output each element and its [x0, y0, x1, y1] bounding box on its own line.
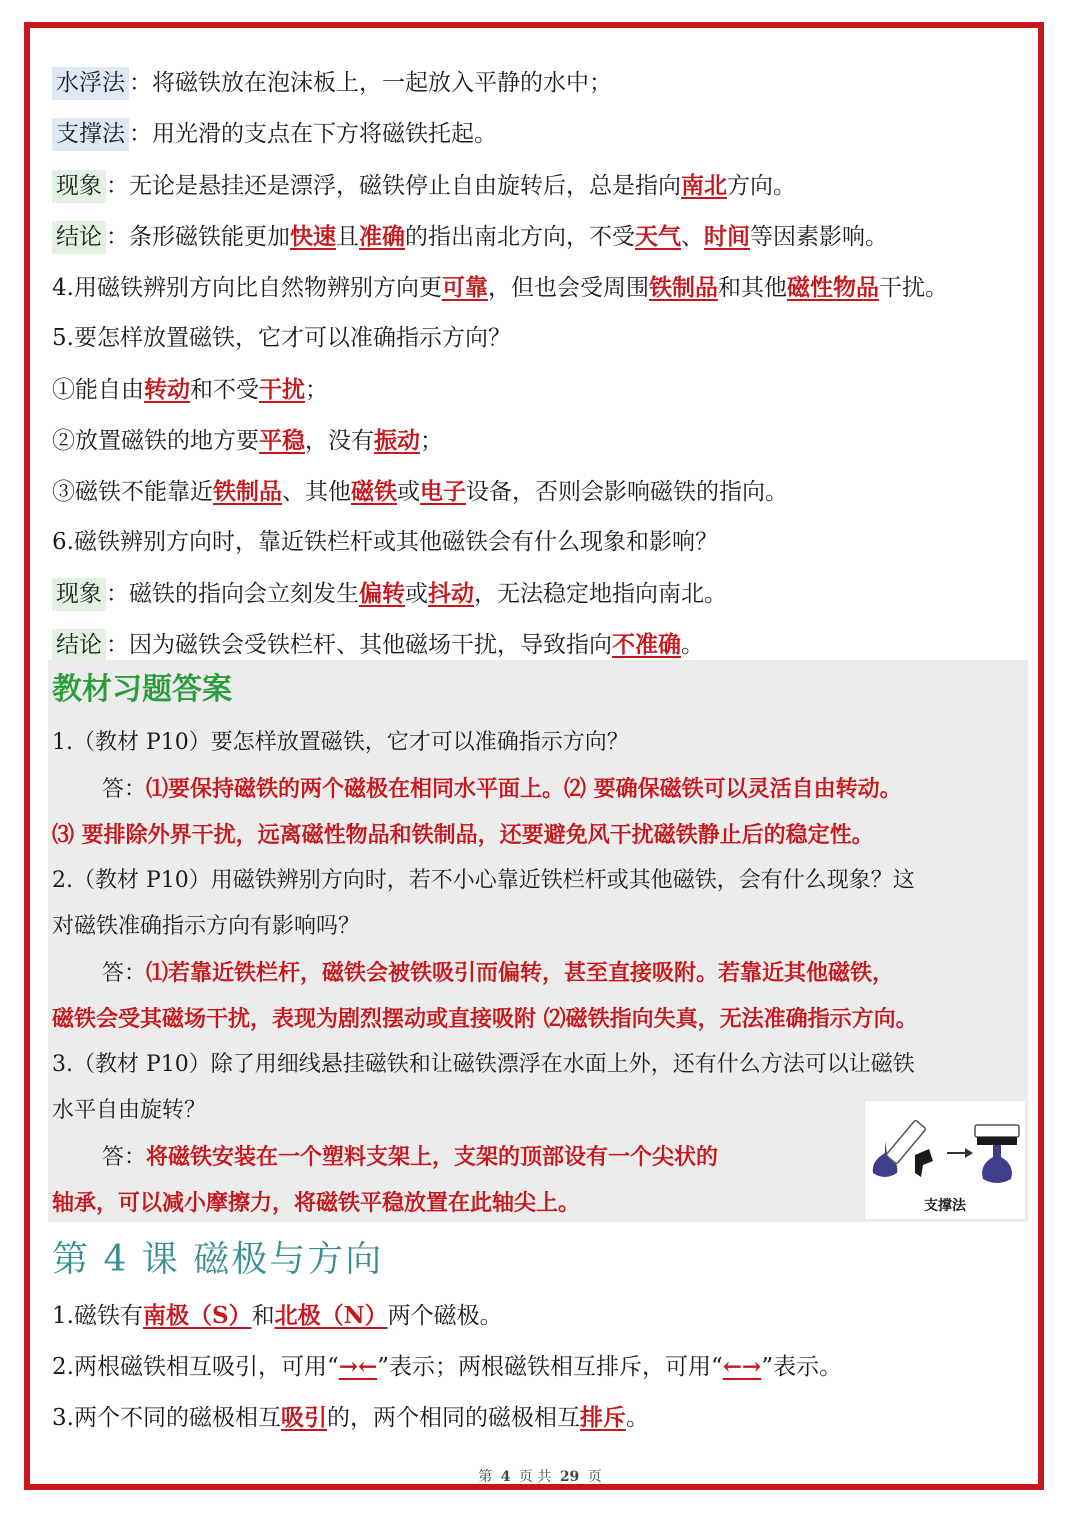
- point-5-item-2: ②放置磁铁的地方要平稳，没有振动；: [52, 427, 443, 454]
- answer-2-cont: 磁铁会受其磁场干扰，表现为剧烈摆动或直接吸附 ⑵磁铁指向失真，无法准确指示方向。: [52, 1006, 918, 1032]
- point-4: 4.用磁铁辨别方向比自然物辨别方向更可靠，但也会受周围铁制品和其他磁性物品干扰。: [52, 274, 948, 301]
- keyword: 抖动: [428, 580, 474, 607]
- point-6: 6.磁铁辨别方向时，靠近铁栏杆或其他磁铁会有什么现象和影响？: [52, 529, 718, 555]
- keyword: 振动: [374, 427, 420, 454]
- keyword: 快速: [290, 223, 336, 250]
- lesson-section: [52, 1290, 1034, 1443]
- method-water-float: 水浮法 ：将磁铁放在泡沫板上，一起放入平静的水中；: [52, 58, 1034, 109]
- keyword: 准确: [359, 223, 405, 250]
- lesson-point-1: 1.磁铁有南极（S）和北极（N）两个磁极。: [52, 1302, 503, 1329]
- keyword: 时间: [704, 223, 750, 250]
- answer-3: 答：将磁铁安装在一个塑料支架上，支架的顶部设有一个尖状的: [102, 1144, 719, 1170]
- keyword: 磁铁: [351, 478, 397, 505]
- notes-section: [52, 58, 1034, 670]
- label-tag: 水浮法: [52, 67, 129, 100]
- page-number: 4: [500, 1469, 511, 1485]
- keyword: 排斥: [579, 1404, 626, 1431]
- question-2-cont: 对磁铁准确指示方向有影响吗？: [52, 914, 361, 939]
- label-tag: 现象: [52, 578, 106, 611]
- keyword: 不准确: [612, 631, 681, 658]
- label-tag: 结论: [52, 221, 106, 254]
- keyword: 南北: [681, 172, 727, 199]
- keyword: 铁制品: [648, 274, 718, 301]
- magnet-on-stand-illustration: [865, 1101, 1025, 1193]
- keyword: 北极（N）: [274, 1302, 388, 1329]
- point-5-item-3: ③磁铁不能靠近铁制品、其他磁铁或电子设备，否则会影响磁铁的指向。: [52, 478, 788, 505]
- keyword: →←: [338, 1353, 378, 1380]
- keyword: 天气: [635, 223, 681, 250]
- keyword: 干扰: [259, 376, 305, 403]
- phenomenon-line-2: 现象 ：磁铁的指向会立刻发生偏转或抖动，无法稳定地指向南北。: [52, 568, 1034, 619]
- keyword: 偏转: [359, 580, 405, 607]
- question-3-cont: 水平自由旋转？: [52, 1098, 207, 1123]
- phenomenon-line: 现象 ：无论是悬挂还是漂浮，磁铁停止自由旋转后，总是指向南北方向。: [52, 160, 1034, 211]
- lesson-point-3: 3.两个不同的磁极相互吸引的，两个相同的磁极相互排斥。: [52, 1404, 649, 1431]
- question-3: 3.（教材 P10）除了用细线悬挂磁铁和让磁铁漂浮在水面上外，还有什么方法可以让磁铁: [52, 1052, 915, 1077]
- stand-assembled-icon: [982, 1145, 1012, 1183]
- question-2: 2.（教材 P10）用磁铁辨别方向时，若不小心靠近铁栏杆或其他磁铁，会有什么现象？这: [52, 868, 915, 893]
- keyword: ←→: [722, 1353, 762, 1380]
- keyword: 可靠: [441, 274, 488, 301]
- method-support: 支撑法 ：用光滑的支点在下方将磁铁托起。: [52, 109, 1034, 160]
- keyword: 南极（S）: [142, 1302, 252, 1329]
- keyword: 吸引: [280, 1404, 327, 1431]
- answer-1-cont: ⑶ 要排除外界干扰，远离磁性物品和铁制品，还要避免风干扰磁铁静止后的稳定性。: [52, 822, 874, 848]
- label-tag: 现象: [52, 170, 106, 203]
- support-method-figure: [864, 1100, 1026, 1220]
- label-tag: 支撑法: [52, 118, 129, 151]
- exercise-title: 教材习题答案: [52, 672, 232, 707]
- keyword: 磁性物品: [786, 274, 879, 301]
- page-footer: 第 4 页 共 29 页: [478, 1469, 602, 1485]
- question-1: 1.（教材 P10）要怎样放置磁铁，它才可以准确指示方向？: [52, 730, 629, 755]
- point-5-item-1: ①能自由转动和不受干扰；: [52, 376, 328, 403]
- keyword: 平稳: [259, 427, 305, 454]
- answer-1: 答：⑴要保持磁铁的两个磁极在相同水平面上。⑵ 要确保磁铁可以灵活自由转动。: [102, 776, 902, 802]
- pivot-icon: [915, 1149, 933, 1177]
- point-5: 5.要怎样放置磁铁，它才可以准确指示方向？: [52, 325, 511, 351]
- lesson-point-2: 2.两根磁铁相互吸引，可用“→←”表示；两根磁铁相互排斥，可用“←→”表示。: [52, 1353, 843, 1380]
- lesson-title: 第 4 课 磁极与方向: [52, 1239, 384, 1280]
- figure-caption: 支撑法: [924, 1198, 966, 1214]
- keyword: 电子: [420, 478, 466, 505]
- conclusion-line: 结论 ：条形磁铁能更加快速且准确的指出南北方向，不受天气、时间等因素影响。: [52, 211, 1034, 262]
- page-total: 29: [559, 1469, 580, 1485]
- label-tag: 结论: [52, 629, 106, 662]
- answer-3-cont: 轴承，可以减小摩擦力，将磁铁平稳放置在此轴尖上。: [52, 1190, 581, 1216]
- keyword: 铁制品: [213, 478, 282, 505]
- answer-2: 答：⑴若靠近铁栏杆，磁铁会被铁吸引而偏转，甚至直接吸附。若靠近其他磁铁，: [102, 960, 895, 986]
- conclusion-line-2: 结论 ：因为磁铁会受铁栏杆、其他磁场干扰，导致指向不准确。: [52, 619, 1034, 670]
- keyword: 转动: [144, 376, 190, 403]
- bar-magnet-assembled-icon: [975, 1125, 1019, 1137]
